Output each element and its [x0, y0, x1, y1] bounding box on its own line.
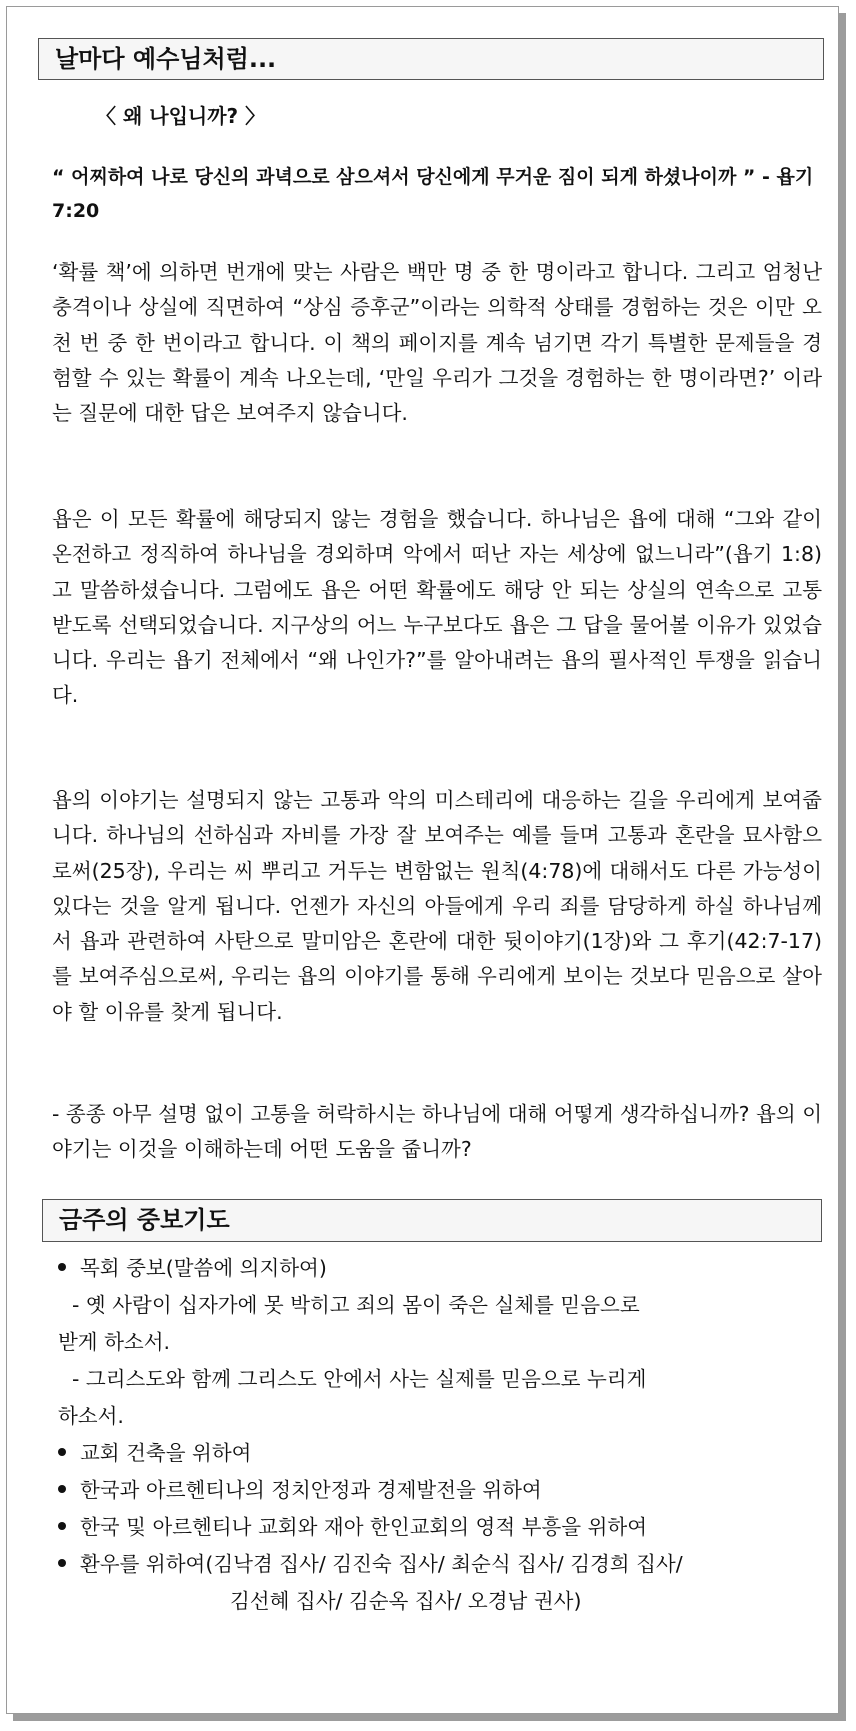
prayer-list	[58, 1250, 824, 1620]
prayer-subitem: - 옛 사람이 십자가에 못 박히고 죄의 몸이 죽은 실체를 믿음으로	[72, 1293, 640, 1317]
devotion-subtitle: 〈 왜 나입니까? 〉	[96, 104, 266, 128]
reflection-question: - 종종 아무 설명 없이 고통을 허락하시는 하나님에 대해 어떻게 생각하십니까? 욥의 이야기는 이것을 이해하는데 어떤 도움을 줍니까?	[52, 1102, 822, 1162]
prayer-item-text: 목회 중보(말씀에 의지하여)	[80, 1256, 327, 1280]
bullet-icon	[58, 1559, 66, 1567]
prayer-subitem: - 그리스도와 함께 그리스도 안에서 사는 실제를 믿음으로 누리게	[72, 1367, 647, 1391]
devotion-paragraph-3: 욥의 이야기는 설명되지 않는 고통과 악의 미스테리에 대응하는 길을 우리에게 보여줍니다. 하나님의 선하심과 자비를 가장 잘 보여주는 예를 들며 고통과 혼란을 묘사함으로써(25장), 우리는 씨 뿌리고 거두는 변함없는 원칙(4:78)에 대해서도 다른 가능성이 있다는 것을 알게 됩니다. 언젠가 자신의 아들에게 우리 죄를 담당하게 하실 하나님께서 욥과 관련하여 사탄으로 말미암은 혼란에 대한 뒷이야기(1장)와 그 후기(42:7-17)를 보여주심으로써, 우리는 욥의 이야기를 통해 우리에게 보이는 것보다 믿음으로 살아야 할 이유를 찾게 됩니다.	[52, 788, 822, 1024]
prayer-item-text: 한국 및 아르헨티나 교회와 재아 한인교회의 영적 부흥을 위하여	[80, 1515, 648, 1539]
bullet-icon	[58, 1448, 66, 1456]
scripture-verse: “ 어찌하여 나로 당신의 과녁으로 삼으셔서 당신에게 무거운 짐이 되게 하셨나이까 ” - 욥기 7:20	[52, 166, 814, 222]
bullet-icon	[58, 1522, 66, 1530]
devotion-header: 날마다 예수님처럼...	[38, 38, 824, 80]
prayer-item	[58, 1435, 824, 1472]
bullet-icon	[58, 1263, 66, 1271]
prayer-item	[58, 1250, 824, 1287]
prayer-item-text: 한국과 아르헨티나의 정치안정과 경제발전을 위하여	[80, 1478, 542, 1502]
bullet-icon	[58, 1485, 66, 1493]
prayer-item	[58, 1509, 824, 1546]
prayer-item	[58, 1472, 824, 1509]
prayer-subitem-cont: 받게 하소서.	[58, 1330, 171, 1354]
prayer-item-text: 교회 건축을 위하여	[80, 1441, 252, 1465]
devotion-paragraph-2: 욥은 이 모든 확률에 해당되지 않는 경험을 했습니다. 하나님은 욥에 대해 “그와 같이 온전하고 정직하여 하나님을 경외하며 악에서 떠난 자는 세상에 없느니라”(욥기 1:8)고 말씀하셨습니다. 그럼에도 욥은 어떤 확률에도 해당 안 되는 상실의 연속으로 고통받도록 선택되었습니다. 지구상의 어느 누구보다도 욥은 그 답을 물어볼 이유가 있었습니다. 우리는 욥기 전체에서 “왜 나인가?”를 알아내려는 욥의 필사적인 투쟁을 읽습니다.	[52, 507, 822, 708]
prayer-item-cont: 김선혜 집사/ 김순옥 집사/ 오경남 권사)	[230, 1589, 582, 1613]
prayer-subitem-cont: 하소서.	[58, 1404, 124, 1428]
prayer-item	[58, 1546, 824, 1583]
prayer-item-text: 환우를 위하여(김낙겸 집사/ 김진숙 집사/ 최순식 집사/ 김경희 집사/	[80, 1552, 683, 1576]
prayer-header: 금주의 중보기도	[42, 1199, 822, 1242]
devotion-paragraph-1: ‘확률 책’에 의하면 번개에 맞는 사람은 백만 명 중 한 명이라고 합니다. 그리고 엄청난 충격이나 상실에 직면하여 “상심 증후군”이라는 의학적 상태를 경험하는 것은 이만 오천 번 중 한 번이라고 합니다. 이 책의 페이지를 계속 넘기면 각기 특별한 문제들을 경험할 수 있는 확률이 계속 나오는데, ‘만일 우리가 그것을 경험하는 한 명이라면?’ 이라는 질문에 대한 답은 보여주지 않습니다.	[52, 260, 822, 426]
